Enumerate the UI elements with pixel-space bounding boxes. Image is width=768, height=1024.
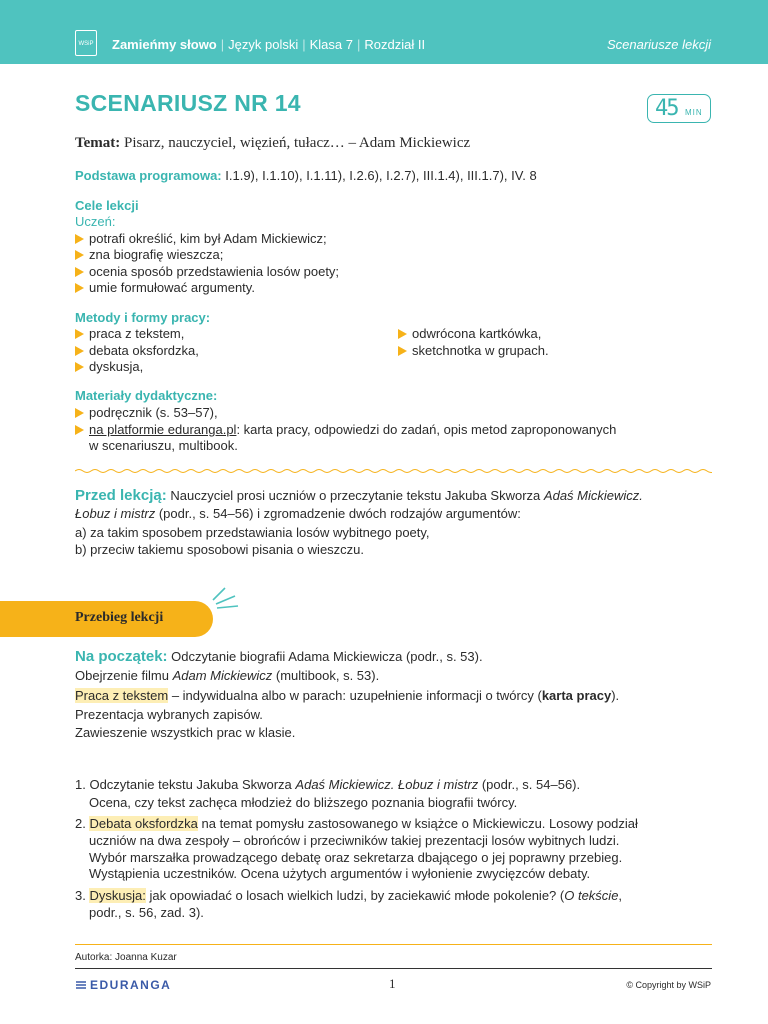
eduranga-link[interactable]: na platformie eduranga.pl (89, 422, 237, 437)
bullet-arrow-icon (398, 346, 407, 356)
eduranga-logo: EDURANGA (75, 978, 171, 992)
start-line-2: Obejrzenie filmu Adam Mickiewicz (multibook, s. 53). (75, 668, 380, 683)
step-3: 3. Dyskusja: jak opowiadać o losach wielkich ludzi, by zaciekawić młode pokolenie? (O tekście, (75, 888, 623, 903)
material-item: na platformie eduranga.pl: karta pracy, odpowiedzi do zadań, opis metod zaproponowanych (75, 422, 616, 437)
step-2-cont: Wybór marszałka prowadzącego debatę oraz sekretarza dbającego o jej poprawny przebieg. (89, 850, 623, 865)
start-line-1: Na początek: Odczytanie biografii Adama Mickiewicza (podr., s. 53). (75, 648, 483, 665)
divider (75, 468, 712, 474)
breadcrumb: Zamieńmy słowo | Język polski | Klasa 7 | Rozdział II (112, 37, 426, 52)
curriculum-basis: Podstawa programowa: I.1.9), I.1.10), I.1.11), I.2.6), I.2.7), III.1.4), III.1.7), IV. 8 (75, 168, 537, 183)
topic: Temat: Pisarz, nauczyciel, więzień, tułacz… – Adam Mickiewicz (75, 135, 471, 151)
bullet-arrow-icon (75, 234, 84, 244)
start-line-5: Zawieszenie wszystkich prac w klasie. (75, 725, 296, 740)
material-item: podręcznik (s. 53–57), (75, 405, 218, 420)
step-3-cont: podr., s. 56, zad. 3). (89, 905, 204, 920)
goals-subheading: Uczeń: (75, 214, 116, 229)
bullet-arrow-icon (75, 250, 84, 260)
duration-badge (647, 94, 711, 123)
wsip-logo: WSiP (75, 30, 97, 56)
header-bar (0, 0, 768, 64)
bullet-arrow-icon (75, 362, 84, 372)
before-lesson: Przed lekcją: Nauczyciel prosi uczniów o przeczytanie tekstu Jakuba Skworza Adaś Mickiewicz. (75, 487, 643, 504)
goal-item: potrafi określić, kim był Adam Mickiewicz; (75, 231, 327, 246)
bullet-arrow-icon (75, 267, 84, 277)
class-name: Klasa 7 (309, 37, 353, 52)
chapter-name: Rozdział II (364, 37, 426, 52)
footer-divider (75, 944, 712, 945)
bullet-arrow-icon (75, 425, 84, 435)
method-item: odwrócona kartkówka, (398, 326, 541, 341)
method-item: debata oksfordzka, (75, 343, 199, 358)
bullet-arrow-icon (75, 283, 84, 293)
page-title: SCENARIUSZ NR 14 (75, 90, 301, 116)
page-number: 1 (389, 976, 396, 991)
goal-item: zna biografię wieszcza; (75, 247, 223, 262)
subject-name: Język polski (228, 37, 299, 52)
start-line-4: Prezentacja wybranych zapisów. (75, 707, 263, 722)
footer-rule (75, 968, 712, 969)
goals-heading: Cele lekcji (75, 198, 139, 213)
goal-item: ocenia sposób przedstawienia losów poety; (75, 264, 339, 279)
bullet-arrow-icon (398, 329, 407, 339)
bullet-arrow-icon (75, 346, 84, 356)
method-item: praca z tekstem, (75, 326, 184, 341)
methods-heading: Metody i formy pracy: (75, 310, 211, 325)
step-2-cont: Wystąpienia uczestników. Ocena użytych argumentów i wyłonienie zwycięzców debaty. (89, 866, 591, 881)
author: Autorka: Joanna Kuzar (75, 952, 177, 963)
step-1-cont: Ocena, czy tekst zachęca młodzież do bliższego poznania biografii twórcy. (89, 795, 518, 810)
materials-heading: Materiały dydaktyczne: (75, 388, 218, 403)
duration-value: 45 (655, 96, 678, 121)
argument-b: b) przeciw takiemu sposobowi pisania o wieszczu. (75, 542, 365, 557)
copyright: © Copyright by WSiP (626, 980, 711, 990)
method-item: sketchnotka w grupach. (398, 343, 549, 358)
material-item-cont: w scenariuszu, multibook. (89, 438, 238, 453)
bullet-arrow-icon (75, 329, 84, 339)
sparkle-icon (205, 586, 241, 616)
bullet-arrow-icon (75, 408, 84, 418)
step-2: 2. Debata oksfordzka na temat pomysłu zastosowanego w książce o Mickiewiczu. Losowy podział (75, 816, 638, 831)
before-lesson-cont: Łobuz i mistrz (podr., s. 54–56) i zgromadzenie dwóch rodzajów argumentów: (75, 506, 521, 521)
eduranga-mark-icon (75, 980, 87, 990)
step-2-cont: uczniów na dwa zespoły – obrońców i przeciwników takiej prezentacji losów wybitnych ludzi. (89, 833, 620, 848)
goal-item: umie formułować argumenty. (75, 280, 255, 295)
lesson-flow-banner (0, 601, 213, 637)
series-name: Zamieńmy słowo (112, 37, 217, 52)
section-label: Scenariusze lekcji (606, 37, 711, 52)
method-item: dyskusja, (75, 359, 143, 374)
argument-a: a) za takim sposobem przedstawiania losów wybitnego poety, (75, 525, 430, 540)
step-1: 1. Odczytanie tekstu Jakuba Skworza Adaś Mickiewicz. Łobuz i mistrz (podr., s. 54–56). (75, 777, 581, 792)
duration-unit: MIN (685, 108, 703, 117)
lesson-flow-label: Przebieg lekcji (75, 610, 164, 625)
start-line-3: Praca z tekstem – indywidualna albo w parach: uzupełnienie informacji o twórcy (karta pracy). (75, 688, 620, 703)
